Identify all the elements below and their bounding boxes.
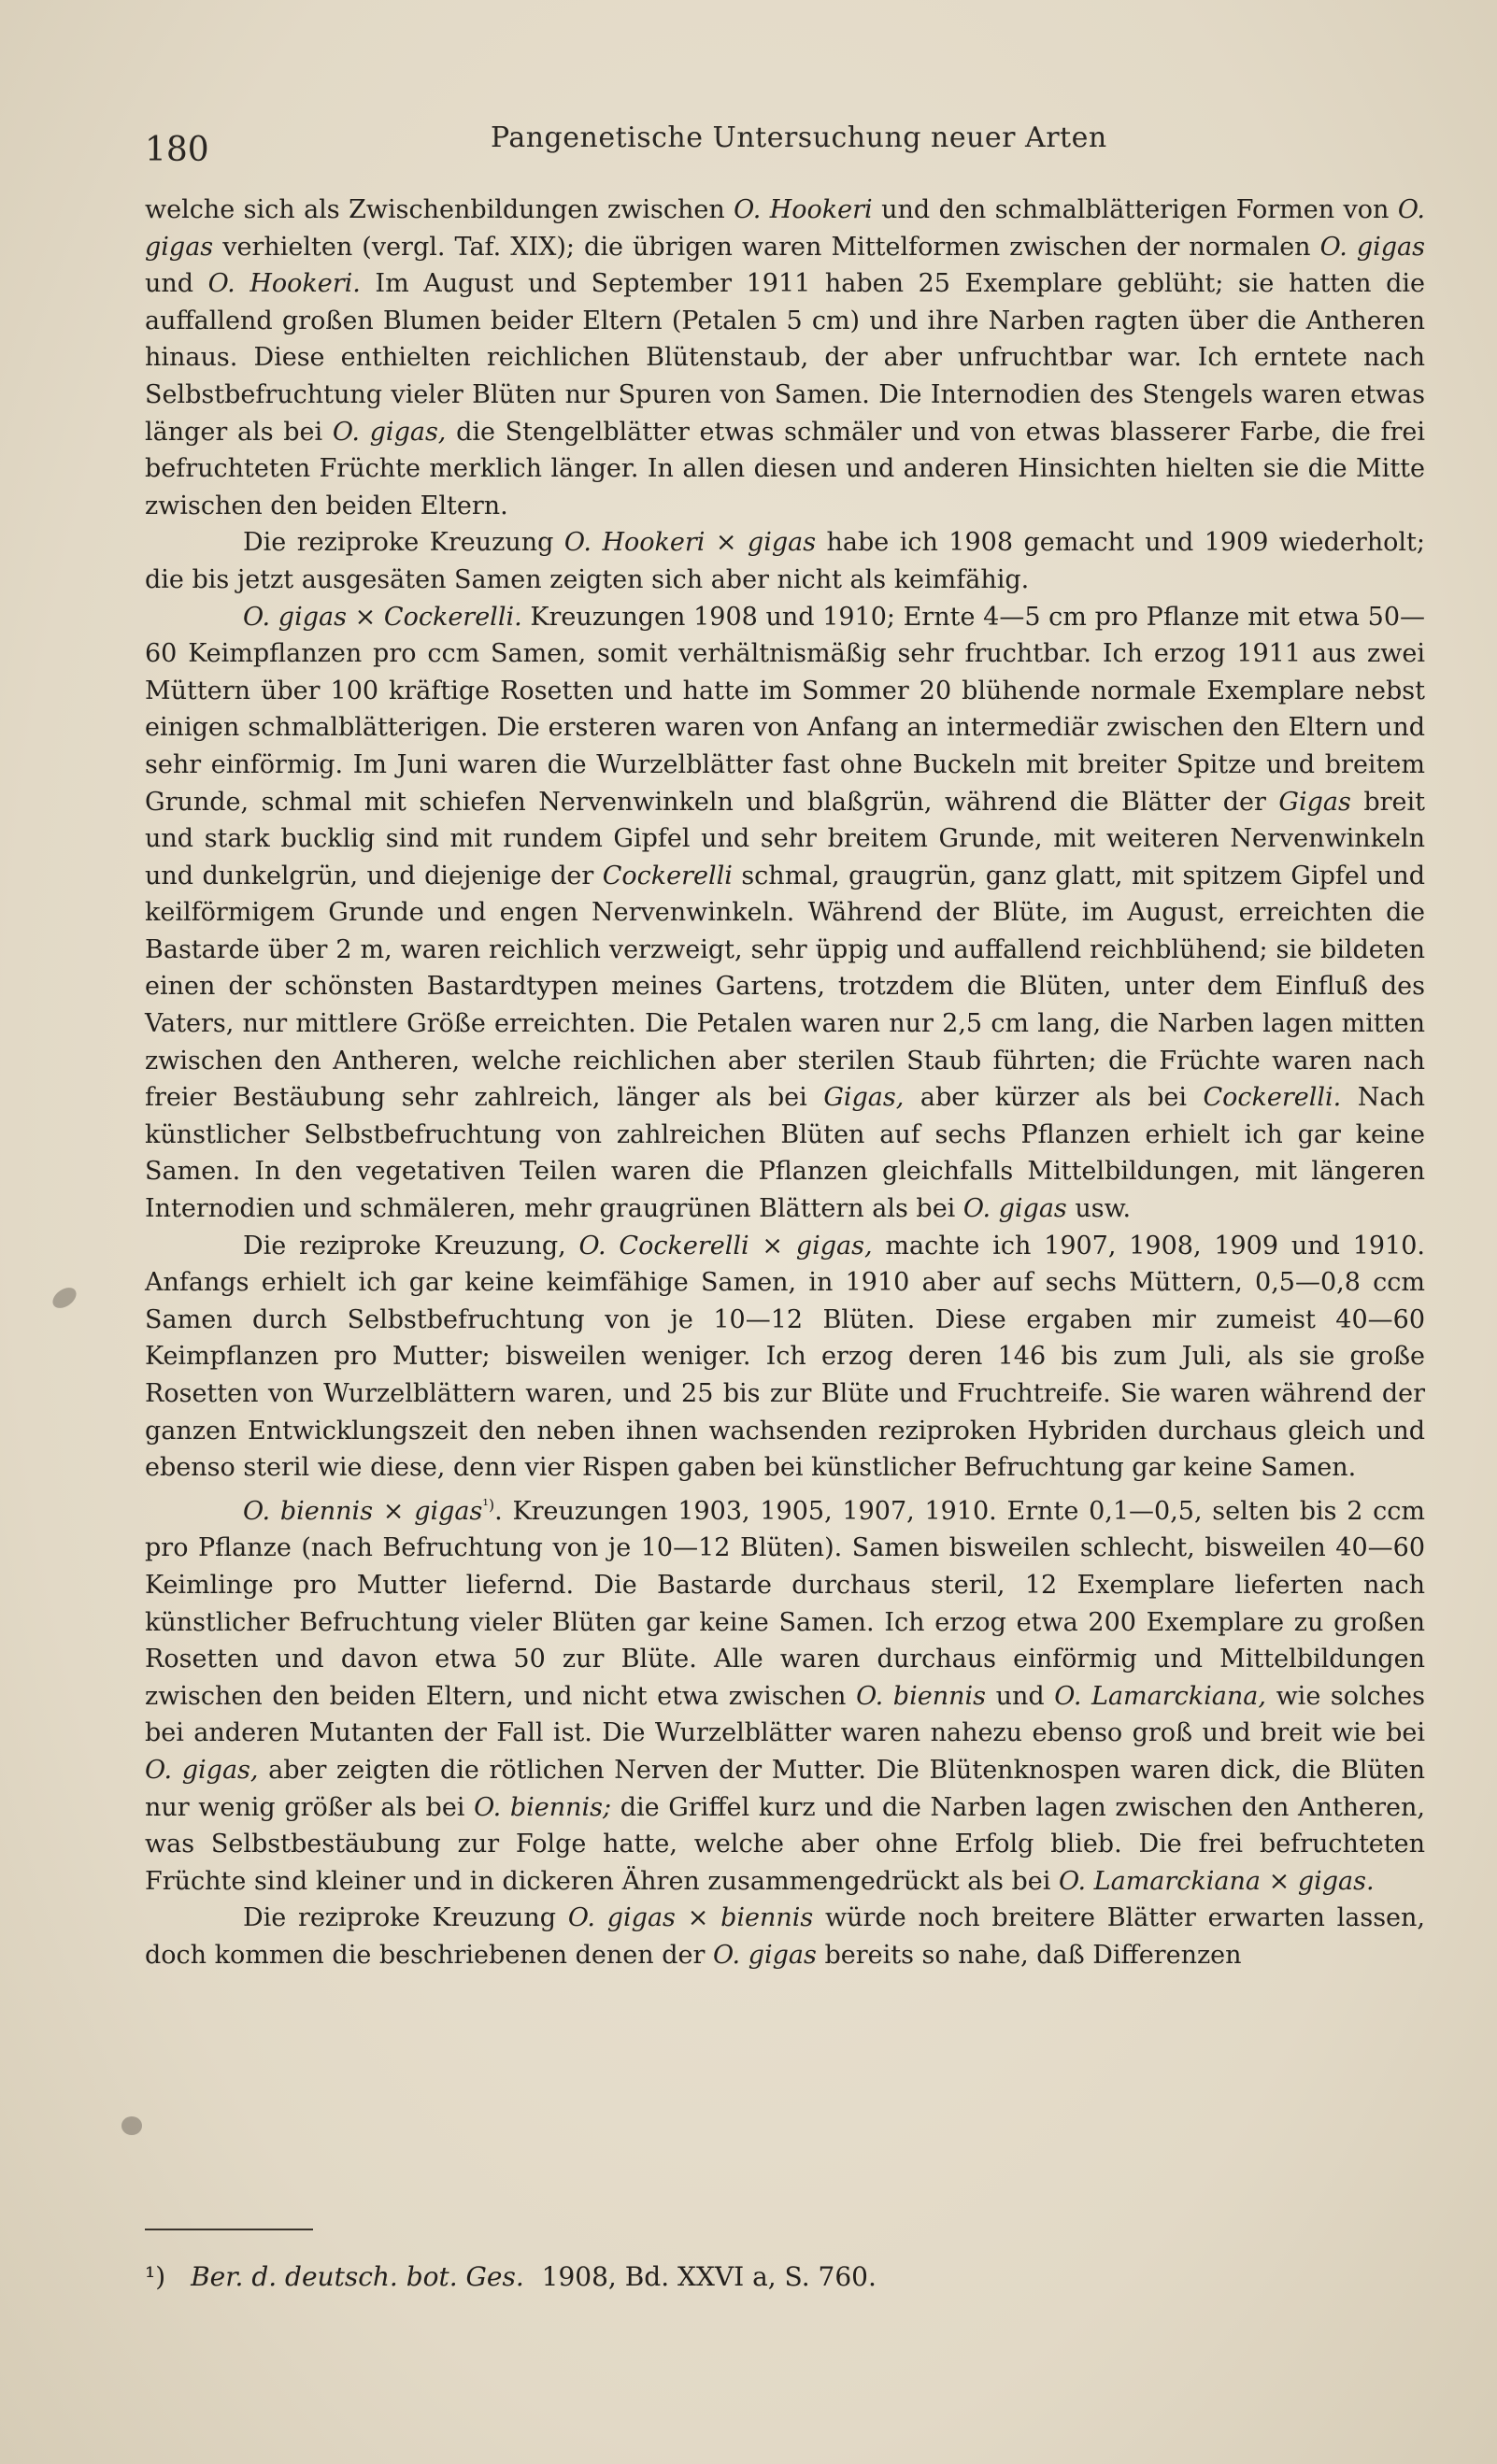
footnote-source: Ber. d. deutsch. bot. Ges. [191, 2261, 524, 2292]
italic-run: gigas [747, 528, 817, 558]
text-run: aber zeigten die rötlichen Nerven der Mutter. Die Blütenknospen waren dick, die Blüten nur wenig größer als bei [145, 1755, 1425, 1822]
text-run: . Kreuzungen 1903, 1905, 1907, 1910. Ernte 0,1—0,5, selten bis 2 ccm pro Pflanze (nach Befruchtung von je 10—12 Blüten). Samen bisweilen schlecht, bisweilen 40—60 Keimlinge pro Mutter liefernd. Die Bastarde durchaus steril, 12 Exemplare lieferten nach künstlicher Befruchtung vieler Blüten gar keine Samen. Ich erzog etwa 200 Exemplare zu großen Rosetten und davon etwa 50 zur Blüte. Alle waren durchaus einförmig und Mittelbildungen zwischen den beiden Eltern, und nicht etwa zwischen [145, 1496, 1426, 1711]
text-run: die Stengelblätter etwas schmäler und von etwas blasserer Farbe, die frei befruchteten Früchte merklich länger. In allen diesen und anderen Hinsichten hielten sie die Mitte zwischen den beiden Eltern. [145, 417, 1425, 520]
footnote-ref: ¹) [482, 1495, 495, 1514]
text-run: schmal, graugrün, ganz glatt, mit spitzem Gipfel und keilförmigem Grunde und engen Nervenwinkeln. Während der Blüte, im August, erreichten die Bastarde über 2 m, waren reichlich verzweigt, sehr üppig und auffallend reichblühend; sie bildeten einen der schönsten Bastardtypen meines Gartens, trotzdem die Blüten, unter dem Einfluß des Vaters, nur mittlere Größe erreichten. Die Petalen waren nur 2,5 cm lang, die Narben lagen mitten zwischen den Antheren, welche reichlichen aber sterilen Staub führten; die Früchte waren nach freier Bestäubung sehr zahlreich, länger als bei [145, 861, 1425, 1113]
text-run: × [748, 1231, 796, 1260]
italic-run: Gigas, [823, 1083, 905, 1113]
italic-run: O. gigas, [332, 417, 447, 447]
italic-run: O. gigas [243, 602, 347, 632]
text-run: würde noch breitere Blätter erwarten lassen, doch kommen die beschriebenen denen der [145, 1903, 1426, 1970]
paragraph-p2 [145, 524, 1425, 598]
footnote [145, 2261, 1425, 2292]
text-run: bereits so nahe, daß Differenzen [816, 1940, 1242, 1970]
italic-run: Cockerelli [602, 861, 733, 890]
italic-run: O. gigas [1319, 232, 1426, 262]
text-run: Im August und September 1911 haben 25 Exemplare geblüht; sie hatten die auffallend großen Blumen beider Eltern (Petalen 5 cm) und ihre Narben ragten über die Antheren hinaus. Diese enthielten reichlichen Blütenstaub, der aber unfruchtbar war. Ich erntete nach Selbstbefruchtung vieler Blüten nur Spuren von Samen. Die Internodien des Stengels waren etwas länger als bei [145, 269, 1425, 447]
paragraph-p4 [145, 1228, 1425, 1487]
italic-run: Gigas [1278, 787, 1351, 817]
text-run: Kreuzungen 1908 und 1910; Ernte 4—5 cm pro Pflanze mit etwa 50—60 Keimpflanzen pro ccm Samen, somit verhältnismäßig sehr fruchtbar. Ich erzog 1911 aus zwei Müttern über 100 kräftige Rosetten und hatte im Sommer 20 blühende normale Exemplare nebst einigen schmalblätterigen. Die ersteren waren von Anfang an intermediär zwischen den Eltern und sehr einförmig. Im Juni waren die Wurzelblätter fast ohne Buckeln mit breiter Spitze und breitem Grunde, schmal mit schiefen Nervenwinkeln und blaßgrün, während die Blätter der [145, 602, 1426, 817]
footnote-details: 1908, Bd. XXVI a, S. 760. [541, 2261, 877, 2292]
text-run: × [705, 528, 748, 558]
page-header [145, 121, 1425, 178]
text-run: und den schmalblätterigen Formen von [872, 195, 1398, 224]
text-run: die Griffel kurz und die Narben lagen zwischen den Antheren, was Selbstbestäubung zur Folge hatte, welche aber ohne Erfolg blieb. Die frei befruchteten Früchte sind kleiner und in dickeren Ähren zusammengedrückt als bei [145, 1792, 1425, 1896]
italic-run: O. Hookeri [563, 528, 706, 558]
page-number: 180 [145, 131, 209, 169]
paragraph-p6 [145, 1900, 1425, 1973]
text-run: × [346, 602, 384, 632]
italic-run: O. gigas [713, 1940, 817, 1970]
italic-run: O. Lamarckiana [1058, 1866, 1262, 1896]
text-run: Die reziproke Kreuzung, [243, 1231, 579, 1260]
body-text [145, 192, 1425, 1974]
text-run: aber kürzer als bei [904, 1083, 1204, 1113]
paragraph-p3 [145, 599, 1425, 1228]
text-run: × [675, 1903, 721, 1933]
paper-stain [121, 2116, 142, 2135]
text-run: welche sich als Zwischenbildungen zwischen [145, 195, 734, 224]
italic-run: O. Hookeri. [207, 269, 361, 299]
italic-run: gigas. [1297, 1866, 1375, 1896]
text-run: habe ich 1908 gemacht und 1909 wiederholt; die bis jetzt ausgesäten Samen zeigten sich aber nicht als keimfähig. [145, 528, 1425, 594]
text-run: machte ich 1907, 1908, 1909 und 1910. Anfangs erhielt ich gar keine keimfähige Samen, in 1910 aber auf sechs Müttern, 0,5—0,8 ccm Samen durch Selbstbefruchtung von je 10—12 Blüten. Diese ergaben mir zumeist 40—60 Keimpflanzen pro Mutter; bisweilen weniger. Ich erzog deren 146 bis zum Juli, als sie große Rosetten von Wurzelblättern waren, und 25 bis zur Blüte und Fruchtreife. Sie waren während der ganzen Entwicklungszeit den neben ihnen wachsenden reziproken Hybriden durchaus gleich und ebenso steril wie diese, denn vier Rispen gaben bei künstlicher Befruchtung gar keine Samen. [145, 1231, 1425, 1483]
text-run: und [985, 1681, 1055, 1711]
italic-run: gigas [414, 1496, 483, 1526]
text-run: × [1261, 1866, 1298, 1896]
text-run: usw. [1066, 1194, 1132, 1224]
italic-run: biennis [720, 1903, 814, 1933]
italic-run: O. Cockerelli [578, 1231, 749, 1260]
text-run: Nach künstlicher Selbstbefruchtung von zahlreichen Blüten auf sechs Pflanzen erhielt ich gar keine Samen. In den vegetativen Teilen waren die Pflanzen gleichfalls Mittelbildungen, mit längeren Internodien und schmäleren, mehr graugrünen Blättern als bei [145, 1083, 1426, 1224]
italic-run: O. gigas [567, 1903, 676, 1933]
text-run: und [145, 269, 208, 299]
italic-run: O. biennis [856, 1681, 986, 1711]
italic-run: O. gigas, [145, 1755, 259, 1785]
running-title: Pangenetische Untersuchung neuer Arten [491, 121, 1107, 154]
italic-run: Cockerelli. [383, 602, 522, 632]
italic-run: O. gigas [962, 1194, 1067, 1224]
italic-run: O. gigas [145, 195, 1425, 262]
text-run: verhielten (vergl. Taf. XIX); die übrigen waren Mittelformen zwischen der normalen [213, 232, 1320, 262]
italic-run: gigas, [795, 1231, 873, 1260]
paragraph-p1 [145, 192, 1425, 524]
italic-run: Cockerelli. [1203, 1083, 1342, 1113]
text-run: breit und stark bucklig sind mit rundem Gipfel und sehr breitem Grunde, mit weiteren Nervenwinkeln und dunkelgrün, und diejenige der [145, 787, 1425, 890]
footnote-rule [145, 2229, 313, 2230]
italic-run: O. Lamarckiana, [1054, 1681, 1266, 1711]
italic-run: O. Hookeri [734, 195, 873, 224]
paragraph-p5 [145, 1487, 1425, 1901]
text-run: Die reziproke Kreuzung [243, 1903, 568, 1933]
italic-run: O. biennis [243, 1496, 374, 1526]
footnote-marker: ¹) [145, 2261, 166, 2292]
text-run: Die reziproke Kreuzung [243, 528, 564, 558]
text-run: × [373, 1496, 415, 1526]
italic-run: O. biennis; [474, 1792, 612, 1822]
text-run: wie solches bei anderen Mutanten der Fall ist. Die Wurzelblätter waren nahezu ebenso groß und breit wie bei [145, 1681, 1425, 1748]
paper-stain [49, 1284, 79, 1313]
